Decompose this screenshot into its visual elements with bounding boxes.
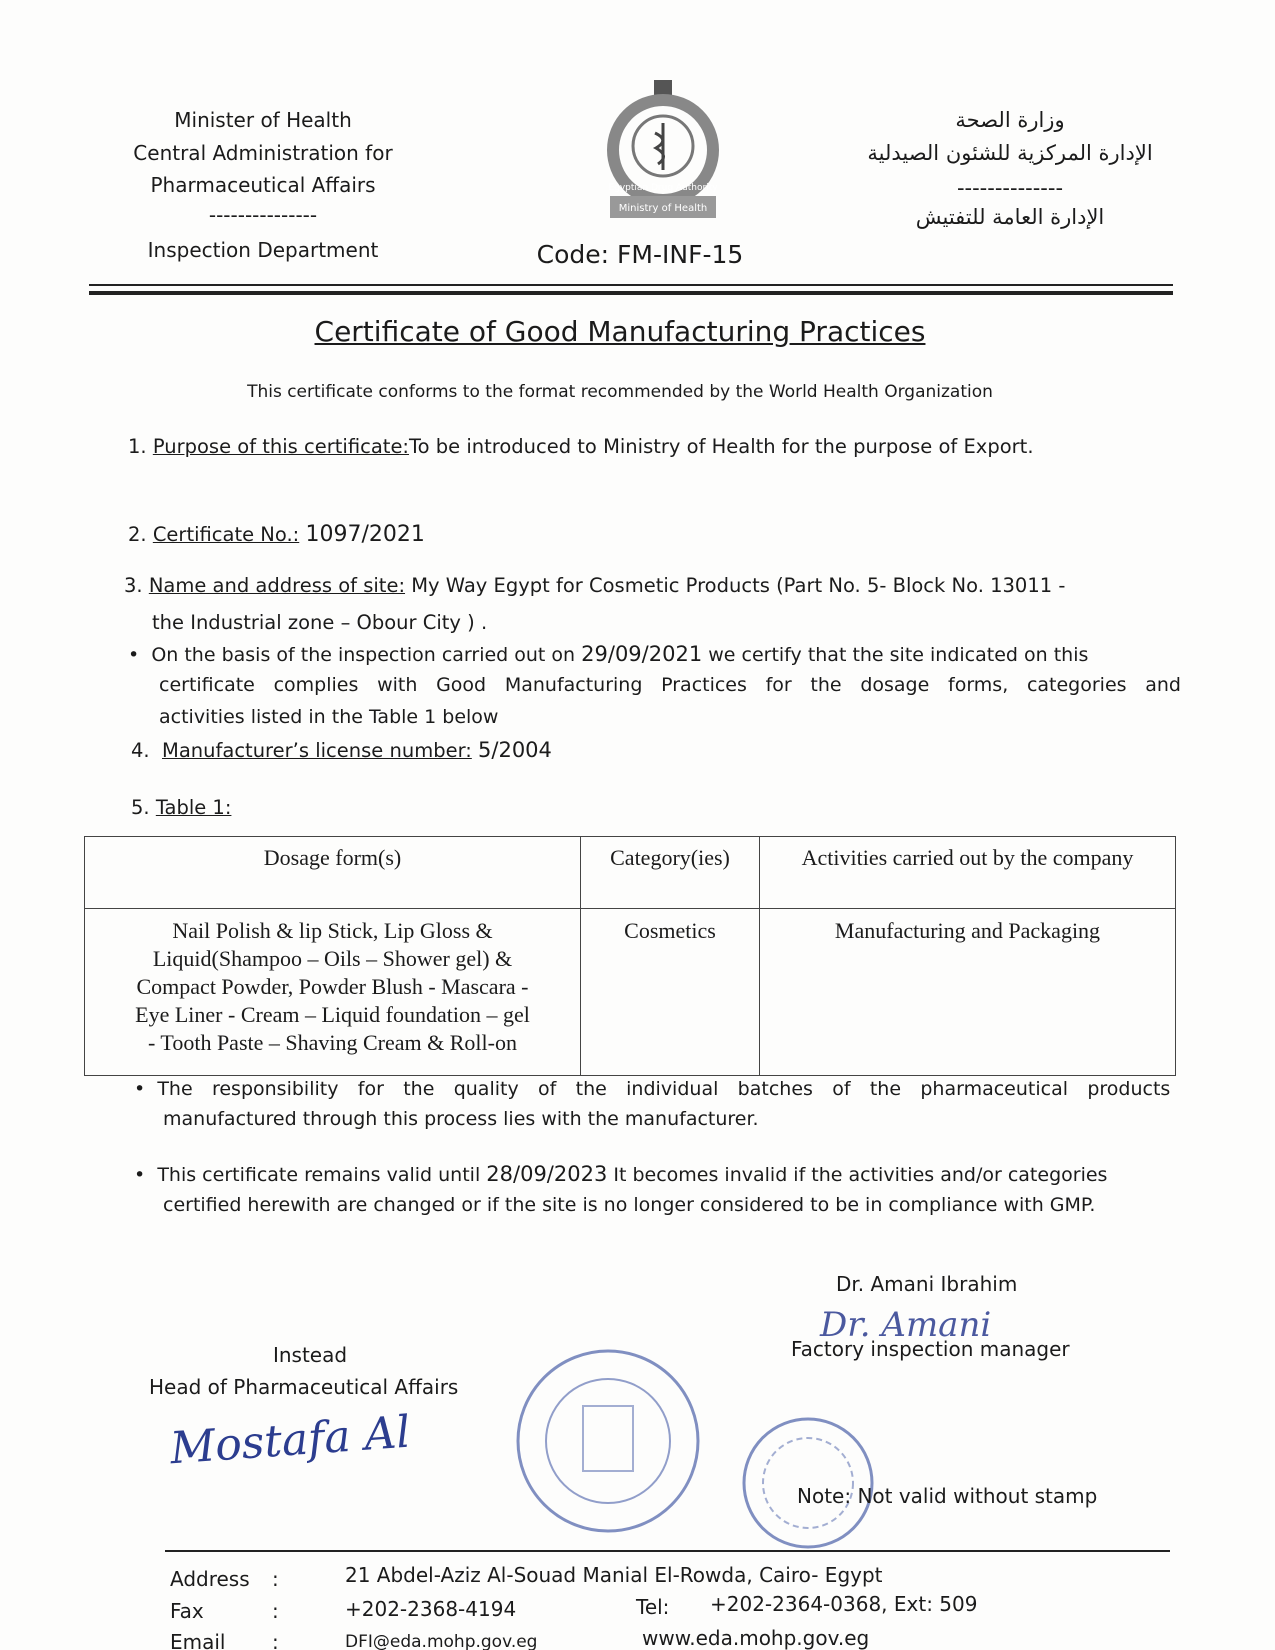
dosage-line: Liquid(Shampoo – Oils – Shower gel) & <box>152 946 513 971</box>
website-link[interactable]: www.eda.mohp.gov.eg <box>642 1626 870 1650</box>
email-label: Email <box>170 1630 226 1650</box>
purpose-label: Purpose of this certificate: <box>152 435 410 458</box>
header-central-admin: Central Administration for <box>133 141 393 165</box>
dosage-forms-cell <box>85 909 581 1076</box>
table-header-row <box>85 837 1176 909</box>
certificate-subtitle: This certificate conforms to the format recommended by the World Health Organization <box>247 382 993 402</box>
license-value: 5/2004 <box>478 738 552 762</box>
item-number: 5. <box>131 796 150 819</box>
header-rule-bottom <box>89 291 1173 295</box>
dosage-line: Eye Liner - Cream – Liquid foundation – gel <box>135 1002 530 1027</box>
colon: : <box>272 1630 279 1650</box>
header-inspection-dept: Inspection Department <box>147 238 379 262</box>
bullet: • <box>134 1164 146 1186</box>
inspection-line2: certificate complies with Good Manufacturing Practices for the dosage forms, categories and <box>159 674 1181 696</box>
cert-no-label: Certificate No.: <box>152 523 300 546</box>
signatory-instead: Instead <box>272 1343 348 1367</box>
inspection-suffix: we certify that the site indicated on this <box>708 644 1089 666</box>
official-stamp <box>513 1346 703 1540</box>
site-value: My Way Egypt for Cosmetic Products (Part No. 5- Block No. 13011 - <box>411 574 1066 597</box>
bullet: • <box>128 644 140 666</box>
validity-line2: certified herewith are changed or if the site is no longer considered to be in compliance with GMP. <box>163 1194 1096 1216</box>
responsibility-note <box>134 1078 1170 1100</box>
email-value[interactable]: DFI@eda.mohp.gov.eg <box>345 1632 538 1650</box>
validity-date: 28/09/2023 <box>486 1162 608 1186</box>
stamp-note: Note: Not valid without stamp <box>797 1484 1098 1508</box>
item-table-label <box>131 796 231 819</box>
fax-label: Fax <box>170 1599 204 1623</box>
header-rule-top <box>89 284 1173 286</box>
inspection-statement <box>128 642 1088 666</box>
footer-rule <box>165 1550 1170 1552</box>
header-pharma-affairs: Pharmaceutical Affairs <box>150 173 376 197</box>
responsibility-line2: manufactured through this process lies with the manufacturer. <box>163 1108 759 1130</box>
item-purpose <box>128 435 1034 458</box>
item-license <box>131 738 552 762</box>
address-value: 21 Abdel-Aziz Al-Souad Manial El-Rowda, Cairo- Egypt <box>345 1563 883 1587</box>
purpose-value: To be introduced to Ministry of Health for the purpose of Export. <box>409 435 1034 458</box>
tel-value: +202-2364-0368, Ext: 509 <box>710 1592 978 1616</box>
item-number: 4. <box>131 739 150 762</box>
item-number: 1. <box>128 435 147 458</box>
category-cell: Cosmetics <box>581 909 760 1076</box>
item-site <box>124 574 1065 597</box>
site-label: Name and address of site: <box>148 574 406 597</box>
colon: : <box>272 1599 279 1623</box>
item-number: 3. <box>124 574 143 597</box>
tel-label: Tel: <box>636 1595 670 1619</box>
validity-prefix: This certificate remains valid until <box>157 1164 481 1186</box>
address-label: Address <box>170 1567 250 1591</box>
table-row <box>85 909 1176 1076</box>
signatory-signature: Mostafa Al <box>168 1406 412 1475</box>
inspector-title: Factory inspection manager <box>791 1337 1070 1361</box>
inspection-prefix: On the basis of the inspection carried out on <box>151 644 576 666</box>
dosage-table <box>84 836 1176 1076</box>
inspector-name: Dr. Amani Ibrahim <box>836 1272 1018 1296</box>
bullet: • <box>134 1078 146 1100</box>
activities-cell: Manufacturing and Packaging <box>760 909 1176 1076</box>
certificate-title: Certificate of Good Manufacturing Practices <box>314 315 926 348</box>
validity-suffix: It becomes invalid if the activities and/or categories <box>613 1164 1108 1186</box>
header-activities: Activities carried out by the company <box>760 837 1176 909</box>
header-dosage-forms: Dosage form(s) <box>85 837 581 909</box>
header-categories: Category(ies) <box>581 837 760 909</box>
header-arabic-central-admin: الإدارة المركزية للشئون الصيدلية <box>867 141 1153 165</box>
inspector-signature: Dr. Amani <box>820 1305 992 1345</box>
item-number: 2. <box>128 523 147 546</box>
fax-value: +202-2368-4194 <box>345 1597 517 1621</box>
svg-text:Ministry of Health: Ministry of Health <box>618 203 708 214</box>
signatory-title: Head of Pharmaceutical Affairs <box>149 1375 459 1399</box>
dosage-line: - Tooth Paste – Shaving Cream & Roll-on <box>148 1030 517 1055</box>
eda-logo <box>600 78 726 228</box>
site-value-line2: the Industrial zone – Obour City ) . <box>152 611 488 634</box>
inspection-line3: activities listed in the Table 1 below <box>159 706 499 728</box>
dosage-line: Compact Powder, Powder Blush - Mascara - <box>136 974 529 999</box>
validity-note <box>134 1162 1107 1186</box>
inspection-date: 29/09/2021 <box>581 642 703 666</box>
cert-no-value: 1097/2021 <box>305 522 425 547</box>
svg-text:Egyptian Drug Authority: Egyptian Drug Authority <box>608 183 718 193</box>
colon: : <box>272 1567 279 1591</box>
license-label: Manufacturer’s license number: <box>162 739 472 762</box>
header-divider: --------------- <box>208 203 318 227</box>
header-ministry: Minister of Health <box>174 108 352 132</box>
item-certificate-no <box>128 522 425 547</box>
header-arabic-inspection: الإدارة العامة للتفتيش <box>915 205 1105 229</box>
dosage-line: Nail Polish & lip Stick, Lip Gloss & <box>172 918 493 943</box>
header-arabic-divider: -------------- <box>956 176 1064 200</box>
responsibility-line1: The responsibility for the quality of the individual batches of the pharmaceutical products <box>157 1078 1171 1100</box>
table-label: Table 1: <box>155 796 232 819</box>
form-code: Code: FM-INF-15 <box>536 240 744 269</box>
header-arabic-ministry: وزارة الصحة <box>955 108 1065 132</box>
